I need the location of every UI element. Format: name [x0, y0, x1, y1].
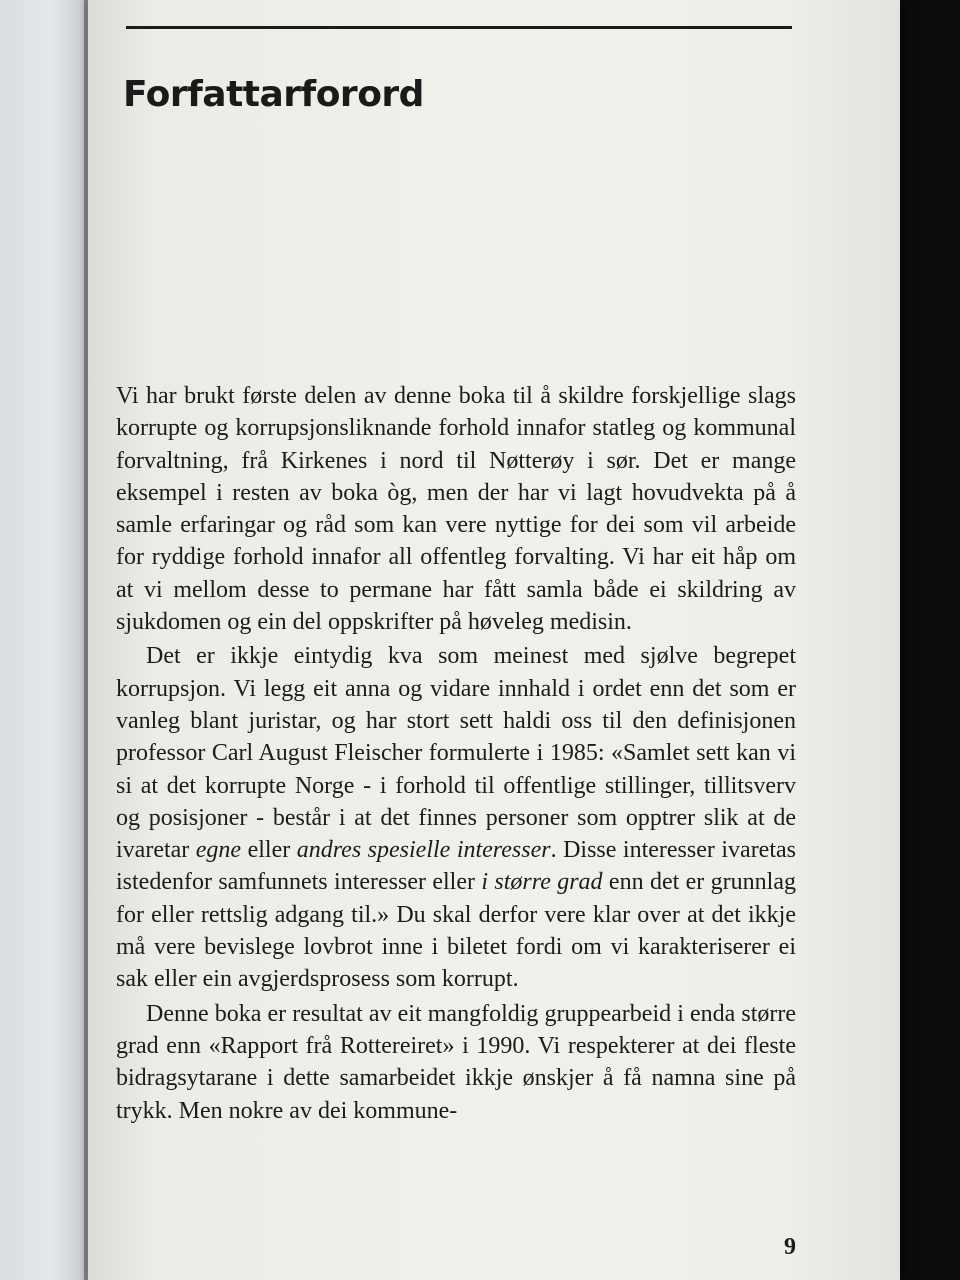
paragraph-2: [116, 640, 796, 995]
page-number: 9: [784, 1234, 796, 1260]
paragraph-3: [116, 998, 796, 1127]
paragraph-2-text-c: . Disse interesser ivaretas istedenfor samfunnets interesser eller: [116, 837, 796, 896]
paragraph-1: [116, 380, 796, 638]
paragraph-2-text-d: enn det er grunnlag for eller rettslig adgang til.» Du skal derfor vere klar over at det ikkje må vere bevislege lovbrot inne i biletet fordi om vi karakteriserer ei sak eller ein avgjerdsprosess som korrupt.: [116, 869, 796, 993]
header-rule: [126, 26, 792, 29]
chapter-title: Forfattarforord: [123, 74, 424, 115]
paragraph-1-text: Vi har brukt første delen av denne boka til å skildre forskjellige slags korrupte og korrupsjonsliknande forhold innafor statleg og kommunal forvaltning, frå Kirkenes i nord til Nøtterøy i sør. Det er mange eksempel i resten av boka òg, men der har vi lagt hovudvekta på å samle erfaringar og råd som kan vere nyttige for dei som vil arbeide for ryddige forhold innafor all offentleg forvalting. Vi har eit håp om at vi mellom desse to permane har fått samla både ei skildring av sjukdomen og ein del oppskrifter på høveleg medisin.: [116, 383, 796, 636]
paragraph-3-text: Denne boka er resultat av eit mangfoldig gruppearbeid i enda større grad enn «Rapport frå Rottereiret» i 1990. Vi respekterer at dei fleste bidragsytarane i dette samarbeidet ikkje ønskjer å få namna sine på trykk. Men nokre av dei kommune-: [116, 1000, 796, 1124]
paragraph-2-italic-andres: andres spesielle interesser: [296, 837, 551, 864]
paragraph-2-text-a: Det er ikkje eintydig kva som meinest med sjølve begrepet korrupsjon. Vi legg eit anna og vidare innhald i ordet enn det som er vanleg blant juristar, og har stort sett haldi oss til den definisjonen professor Carl August Fleischer formulerte i 1985: «Samlet sett kan vi si at det korrupte Norge - i forhold til offentlige stillinger, tillitsverv og posisjoner - består i at det finnes personer som opptrer slik at de ivaretar: [116, 643, 796, 864]
facing-page-edge: [0, 0, 92, 1280]
book-page: [88, 0, 900, 1280]
body-text: [116, 380, 796, 1127]
paragraph-2-italic-storre-grad: i større grad: [481, 869, 603, 896]
paragraph-2-text-b: eller: [241, 837, 297, 864]
paragraph-2-italic-egne: egne: [195, 837, 242, 864]
